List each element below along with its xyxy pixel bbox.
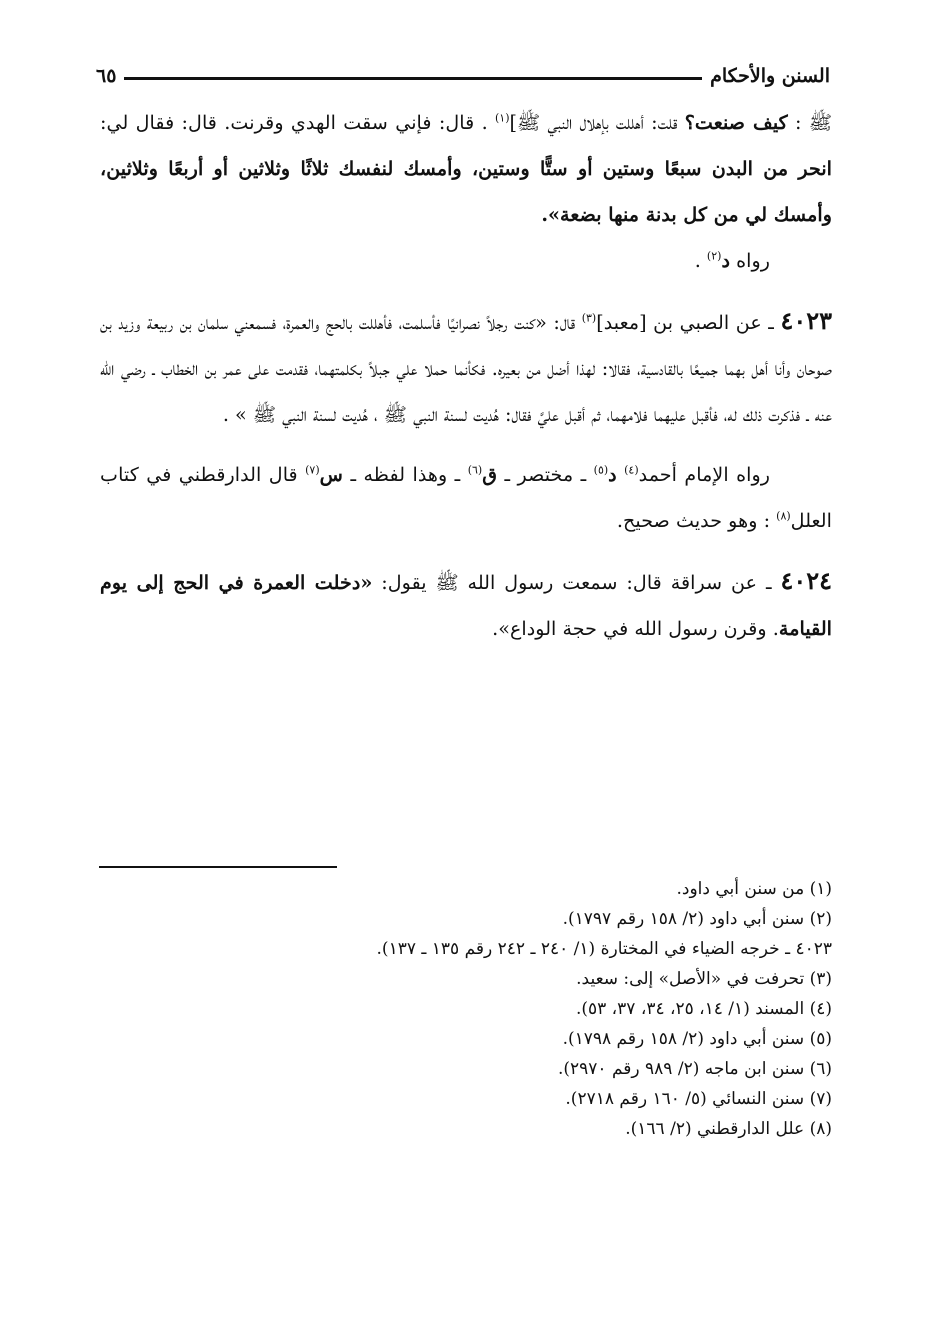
source-abbrev: د (608, 463, 617, 486)
text-run: ـ وهذا لفظه ـ (343, 463, 468, 486)
text-run: . (694, 249, 707, 272)
footnote-ref: (٢) (706, 249, 722, 263)
footnote: (٥) سنن أبي داود (٢/ ١٥٨ رقم ١٧٩٨). (562, 1029, 832, 1049)
text-run: . وقرن رسول الله في حجة الوداع». (492, 617, 779, 640)
text-run (617, 463, 624, 486)
bold-quote: «دخلت العمرة في الحج إلى يوم القيامة (100, 571, 832, 640)
paragraph-source (100, 238, 832, 284)
text-run: رواه الإمام أحمد (638, 463, 770, 486)
bold-quote: انحر من البدن سبعًا وستين أو ستًّا وستين، وأمسك لنفسك ثلاثًا وثلاثين أو أربعًا وثلاثين، وأمسك لي من كل بدنة منها بضعة». (100, 157, 832, 226)
hadith-4024 (100, 558, 832, 652)
footnote-ref: (٥) (593, 463, 609, 477)
header-rule (124, 77, 702, 80)
page-number: ٦٥ (96, 65, 117, 87)
paragraph-continuation (100, 100, 832, 238)
footnote-ref: (٤) (624, 463, 639, 477)
source-abbrev: ق (482, 463, 498, 486)
text-run: قلت: أهللت بإهلال النبي ﷺ (516, 111, 685, 134)
footnote: ٤٠٢٣ ـ خرجه الضياء في المختارة (١/ ٢٤٠ ـ ٢٤٢ رقم ١٣٥ ـ ١٣٧). (376, 939, 832, 959)
text-run: ﷺ : (787, 111, 832, 134)
text-run: ـ عن الصبي بن [معبد] (596, 311, 781, 334)
footnote-ref: (٧) (305, 463, 320, 477)
hadith-number: ٤٠٢٣ (780, 306, 832, 335)
footnote: (٣) تحرفت في «الأصل» إلى: سعيد. (576, 969, 832, 989)
footnote: (٢) سنن أبي داود (٢/ ١٥٨ رقم ١٧٩٧). (562, 909, 832, 929)
footnote-ref: (٣) (581, 311, 597, 325)
footnote-ref: (٨) (776, 509, 791, 523)
footnote: (٦) سنن ابن ماجه (٢/ ٩٨٩ رقم ٢٩٧٠). (557, 1059, 832, 1079)
page-header (96, 60, 830, 92)
footnote: (٧) سنن النسائي (٥/ ١٦٠ رقم ٢٧١٨). (565, 1089, 832, 1109)
hadith-4023 (100, 298, 832, 438)
source-abbrev: س (319, 463, 344, 486)
footnote: (٨) علل الدارقطني (٢/ ١٦٦). (625, 1119, 832, 1139)
text-run: رواه (729, 249, 770, 272)
footnote: (٤) المسند (١/ ١٤، ٢٥، ٣٤، ٣٧، ٥٣). (575, 999, 832, 1019)
running-title: السنن والأحكام (710, 65, 830, 87)
paragraph-takhrij (100, 452, 832, 544)
hadith-number: ٤٠٢٤ (780, 566, 832, 595)
main-text (100, 100, 832, 652)
text-run: ـ عن سراقة قال: سمعت رسول الله ﷺ يقول: (372, 571, 781, 594)
text-run: : وهو حديث صحيح. (616, 509, 777, 532)
text-run: قال: «كنت رجلاً نصرانيًا فأسلمت، فأهللت بالحج والعمرة، فسمعني سلمان بن ربيعة وزيد بن صوحان وأنا أهل بهما جميعًا بالقادسية، فقالا: لهذا أضل من بعيره. فكأنما حملا علي جبلاً بكلمتهما، فقدمت على عمر بن الخطاب ـ رضي الله عنه ـ فذكرت ذلك له، فأقبل عليهما فلامهما، ثم أقبل عليَّ فقال: هُديت لسنة النبي ﷺ ، هُديت لسنة النبي ﷺ » . (100, 311, 832, 426)
bold-quote: كيف صنعت؟ (684, 111, 788, 134)
text-run: . قال: فإني سقت الهدي وقرنت. قال: فقال لي: (100, 111, 495, 134)
text-run: قال الدارقطني في كتاب العلل (100, 463, 832, 532)
footnotes (96, 874, 832, 1144)
footnote: (١) من سنن أبي داود. (676, 879, 832, 899)
footnote-separator (99, 866, 337, 868)
source-abbrev: د (721, 249, 730, 272)
footnote-ref: (١) (494, 111, 510, 125)
text-run: ] (509, 111, 517, 134)
footnote-ref: (٦) (467, 463, 483, 477)
text-run: ـ مختصر ـ (497, 463, 594, 486)
